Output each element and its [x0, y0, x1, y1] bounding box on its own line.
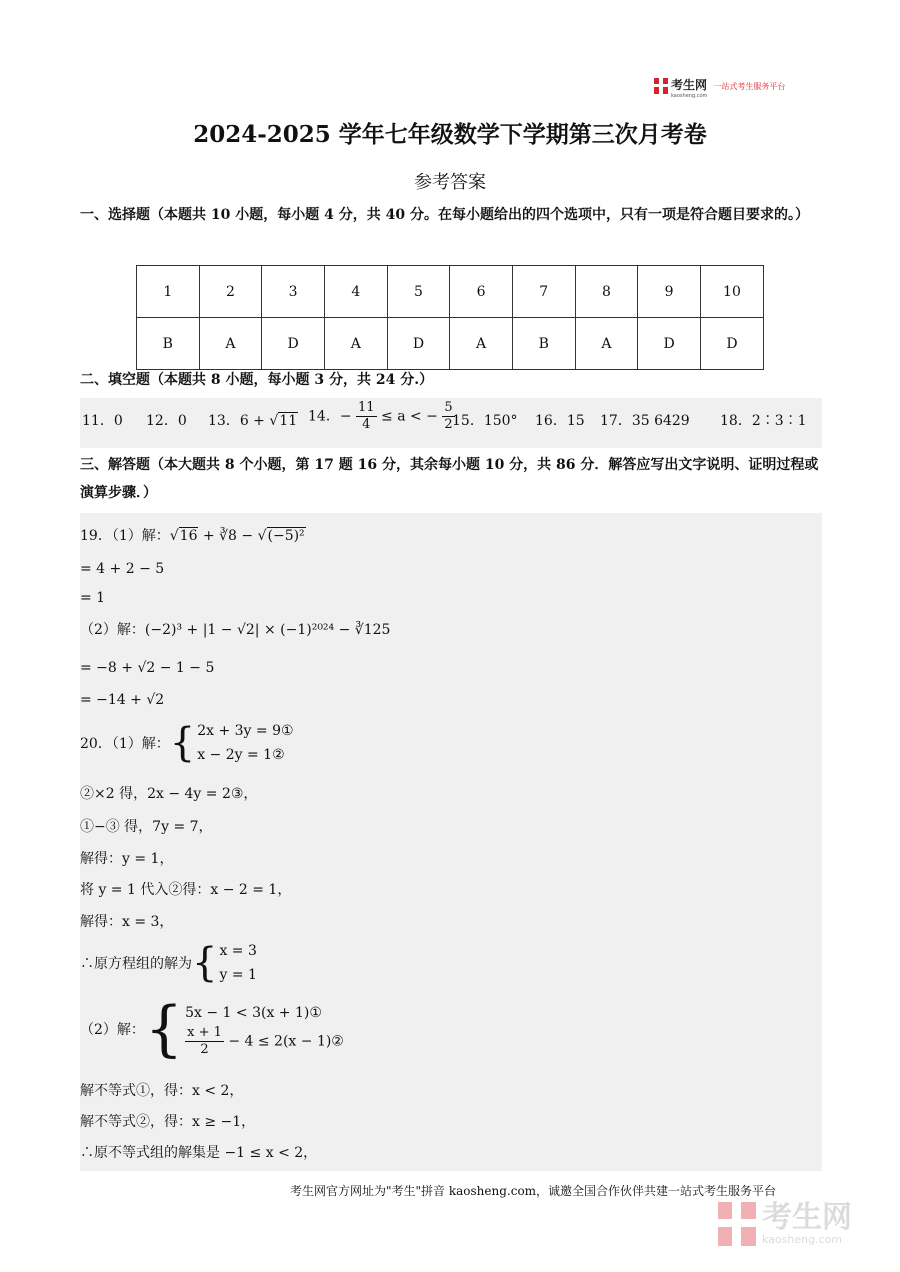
- solution-line: （2）解：(−2)³ + |1 − √2| × (−1)²⁰²⁴ − ∛125: [80, 622, 391, 638]
- equation-system-2: ∴原方程组的解为{ x = 3 y = 1: [80, 940, 257, 986]
- fraction: $\frac{5}{2}$: [444, 400, 453, 432]
- page-subtitle: 参考答案: [414, 172, 486, 193]
- answer-number: 8: [575, 266, 638, 318]
- answer-number: 6: [450, 266, 513, 318]
- solution-line: 解得：y = 1，: [80, 851, 174, 867]
- answer-choice: D: [387, 318, 450, 370]
- answer-choice: D: [262, 318, 325, 370]
- logo-wordmark: 考生网 kaosheng.com: [671, 77, 708, 99]
- equation-system-1: 20．（1）解：{ 2x + 3y = 9① x − 2y = 1②: [80, 720, 294, 766]
- solution-line: = −8 + √2 − 1 − 5: [80, 660, 215, 676]
- fraction: $\frac{x + 1}{2}$: [187, 1024, 222, 1057]
- solution-line: 解不等式②，得：x ≥ −1，: [80, 1114, 256, 1130]
- left-brace: {: [192, 940, 218, 986]
- answer-number: 7: [512, 266, 575, 318]
- solution-line: = −14 + √2: [80, 692, 165, 708]
- answer-number: 9: [638, 266, 701, 318]
- fill-answers-panel: [80, 398, 822, 448]
- watermark-logo-icon: [718, 1202, 756, 1246]
- answer-choice: A: [324, 318, 387, 370]
- solution-line: = 4 + 2 − 5: [80, 561, 165, 577]
- inequality-system: （2）解：{ 5x − 1 < 3(x + 1)① $\frac{x + 1}{2}$ − 4 ≤ 2(x − 1)②: [80, 994, 344, 1064]
- answer-choice: D: [700, 318, 763, 370]
- answer-table-answer-row: [137, 318, 764, 370]
- answer-number: 3: [262, 266, 325, 318]
- solution-line: 解不等式①，得：x < 2，: [80, 1083, 244, 1099]
- solution-line: ∴原不等式组的解集是 −1 ≤ x < 2，: [80, 1145, 318, 1161]
- section-solve-heading: 三、解答题（本大题共 8 个小题，第 17 题 16 分，其余每小题 10 分，共 86 分．解答应写出文字说明、证明过程或演算步骤．）: [80, 457, 819, 501]
- answer-number: 10: [700, 266, 763, 318]
- solution-panel: [80, 513, 822, 1171]
- answer-choice: D: [638, 318, 701, 370]
- fraction: $\frac{11}{4}$: [358, 400, 375, 432]
- answer-table-number-row: [137, 266, 764, 318]
- fill-answer-15: 15．150°: [452, 413, 518, 429]
- solution-line: 19．（1）解：√16 + ∛8 − √(−5)²: [80, 528, 305, 544]
- answer-choice: A: [199, 318, 262, 370]
- left-brace: {: [144, 994, 184, 1064]
- solution-line: 将 y = 1 代入②得：x − 2 = 1，: [80, 882, 292, 898]
- solution-line: = 1: [80, 590, 106, 606]
- answer-choice: B: [512, 318, 575, 370]
- fill-answer-16: 16．15: [535, 413, 585, 429]
- page-footer: 考生网官方网址为"考生"拼音 kaosheng.com，诚邀全国合作伙伴共建一站式考生服务平台: [290, 1184, 777, 1198]
- fill-answer-13: 13．6 + √11: [208, 413, 298, 429]
- answer-number: 5: [387, 266, 450, 318]
- fill-answer-12: 12．0: [146, 413, 187, 429]
- solution-line: ①−③ 得，7y = 7，: [80, 819, 213, 835]
- answer-choice: B: [137, 318, 200, 370]
- fill-answer-17: 17．35 6429: [600, 413, 690, 429]
- solution-line: ②×2 得，2x − 4y = 2③，: [80, 786, 258, 802]
- answer-choice: A: [450, 318, 513, 370]
- answer-number: 4: [324, 266, 387, 318]
- answer-number: 1: [137, 266, 200, 318]
- left-brace: {: [169, 720, 196, 766]
- page-title: 2024-2025 学年七年级数学下学期第三次月考卷: [193, 121, 707, 148]
- watermark: 考生网 kaosheng.com: [718, 1202, 852, 1246]
- section-choice-heading: 一、选择题（本题共 10 小题，每小题 4 分，共 40 分。在每小题给出的四个选项中，只有一项是符合题目要求的。）: [80, 207, 809, 223]
- fill-answer-11: 11．0: [82, 413, 123, 429]
- header-logo: [654, 76, 786, 99]
- answer-number: 2: [199, 266, 262, 318]
- logo-slogan: 一站式考生服务平台: [713, 81, 786, 91]
- fill-answer-14: 14．− $\frac{11}{4}$ ≤ a < − $\frac{5}{2}$: [308, 400, 453, 432]
- fill-answer-18: 18．2∶3∶1: [720, 413, 807, 429]
- logo-icon: [654, 78, 668, 94]
- answer-choice: A: [575, 318, 638, 370]
- answer-table: [136, 265, 764, 370]
- solution-line: 解得：x = 3，: [80, 914, 174, 930]
- section-fill-heading: 二、填空题（本题共 8 小题，每小题 3 分，共 24 分.）: [80, 372, 434, 388]
